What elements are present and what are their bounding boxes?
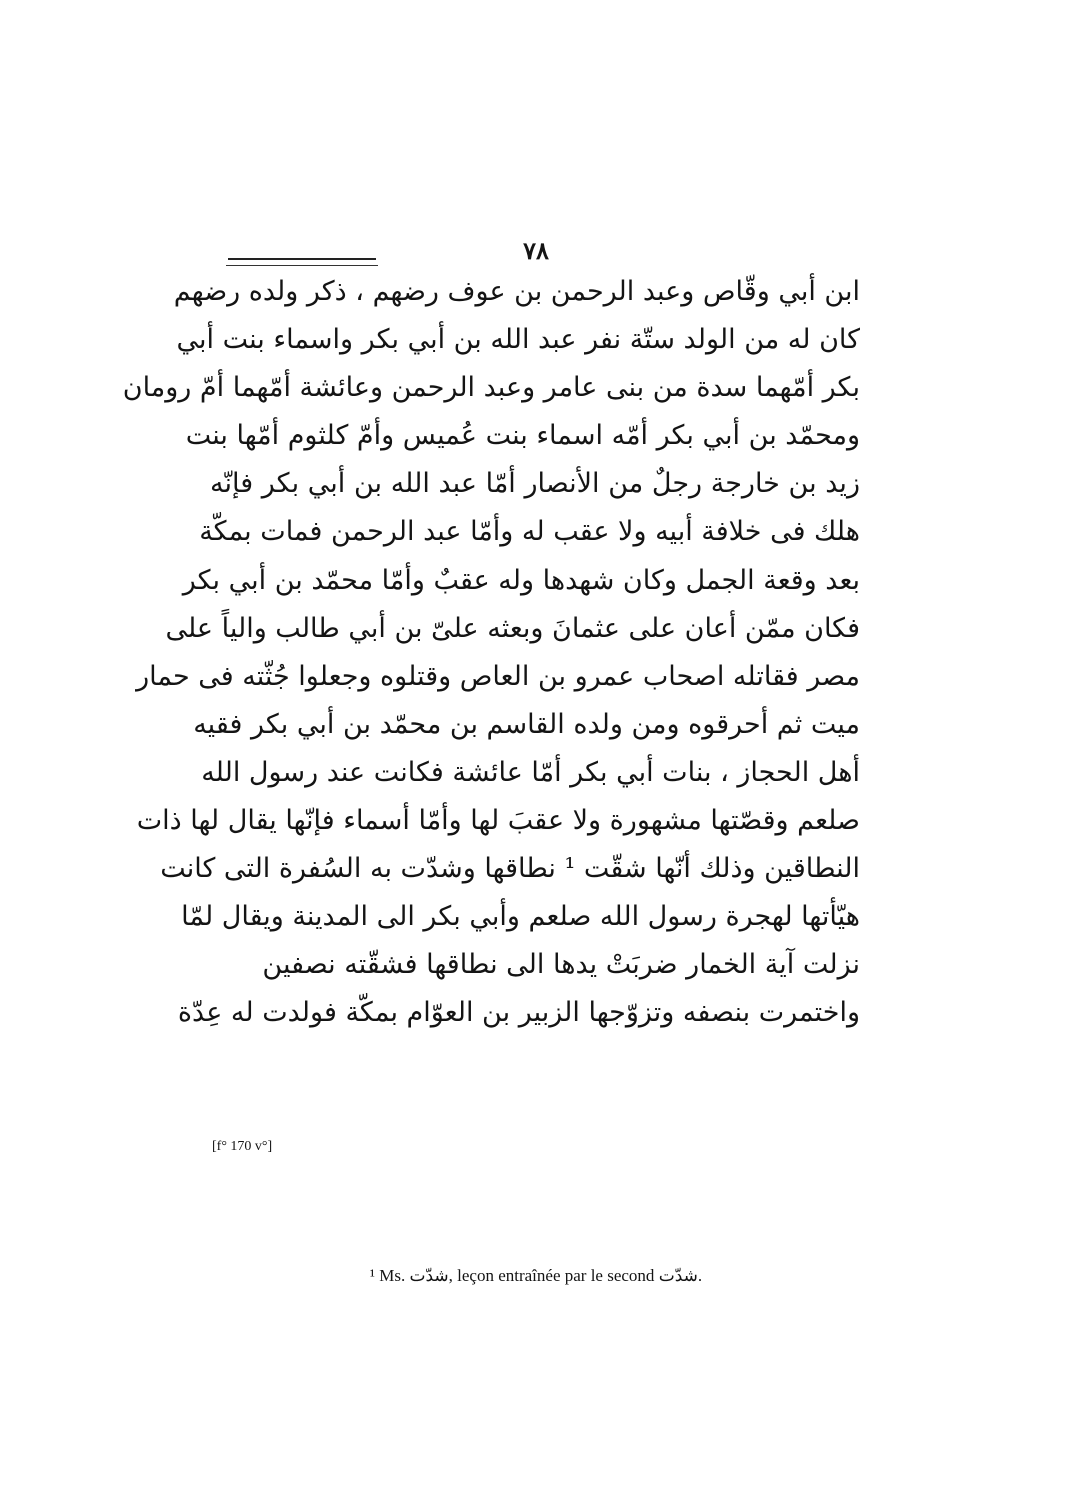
- footnote-arabic-word-2: شدّت: [658, 1266, 698, 1286]
- text-line: زيد بن خارجة رجلٌ من الأنصار أمّا عبد الله بن أبي بكر فإنّه: [210, 468, 860, 500]
- text-line: ابن أبي وقّاص وعبد الرحمن بن عوف رضهم ، ذكر ولده رضهم: [173, 276, 860, 307]
- text-line: واختمرت بنصفه وتزوّجها الزبير بن العوّام بمكّة فولدت له عِدّة: [177, 997, 860, 1029]
- footnote-prefix: ¹ Ms.: [369, 1266, 406, 1285]
- text-line: فكان ممّن أعان على عثمانَ وبعثه علىّ بن أبي طالب والياً على: [165, 612, 860, 644]
- header-rule-secondary: [226, 265, 378, 266]
- text-line: بعد وقعة الجمل وكان شهدها وله عقبٌ وأمّا محمّد بن أبي بكر: [182, 564, 860, 596]
- footnote-middle: , leçon entraînée par le second: [448, 1266, 655, 1285]
- text-line: ومحمّد بن أبي بكر أمّه اسماء بنت عُميس وأمّ كلثوم أمّها بنت: [185, 420, 860, 452]
- text-line: صلعم وقصّتها مشهورة ولا عقبَ لها وأمّا أسماء فإنّها يقال لها ذات: [136, 805, 860, 837]
- folio-margin-note: [f° 170 v°]: [212, 1139, 273, 1154]
- text-line: بكر أمّهما سدة من بنى عامر وعبد الرحمن وعائشة أمّهما أمّ رومان: [122, 372, 860, 404]
- text-line: نزلت آية الخمار ضربَتْ يدها الى نطاقها فشقّته نصفين: [262, 949, 860, 981]
- footnote-arabic-word: شدّت: [409, 1266, 449, 1286]
- text-line: مصر فقاتله اصحاب عمرو بن العاص وقتلوه وجعلوا جُثّته فى حمار: [136, 660, 860, 692]
- text-line: ميت ثم أحرقوه ومن ولده القاسم بن محمّد بن أبي بكر فقيه: [193, 708, 860, 740]
- footnote: [0, 1266, 1072, 1286]
- text-line: هلك فى خلافة أبيه ولا عقب له وأمّا عبد الرحمن فمات بمكّة: [199, 516, 860, 548]
- header-rule: [228, 258, 376, 260]
- text-line: هيّأتها لهجرة رسول الله صلعم وأبي بكر الى المدينة ويقال لمّا: [181, 901, 860, 933]
- text-line: النطاقين وذلك أنّها شقّت ¹ نطاقها وشدّت به السُفرة التى كانت: [160, 853, 860, 885]
- footnote-suffix: .: [697, 1266, 703, 1285]
- body-text: [122, 268, 860, 1038]
- text-line: أهل الحجاز ، بنات أبي بكر أمّا عائشة فكانت عند رسول الله: [201, 756, 860, 788]
- text-line: كان له من الولد ستّة نفر عبد الله بن أبي بكر واسماء بنت أبي: [176, 324, 860, 356]
- page-number: ٧٨: [523, 236, 549, 265]
